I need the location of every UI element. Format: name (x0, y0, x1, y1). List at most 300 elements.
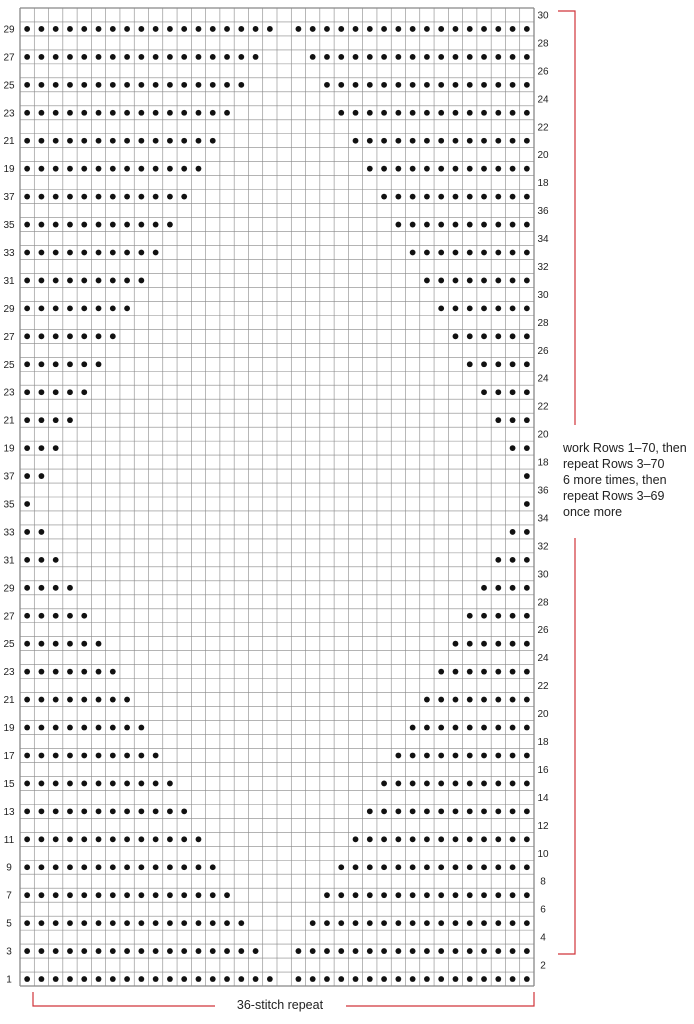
purl-dot (395, 54, 401, 60)
purl-dot (39, 305, 45, 311)
purl-dot (153, 836, 159, 842)
purl-dot (110, 669, 116, 675)
purl-dot (495, 389, 501, 395)
purl-dot (524, 250, 530, 256)
purl-dot (524, 473, 530, 479)
purl-dot (453, 26, 459, 32)
purl-dot (39, 445, 45, 451)
purl-dot (410, 26, 416, 32)
purl-dot (395, 222, 401, 228)
purl-dot (338, 892, 344, 898)
row-number-left: 9 (6, 862, 12, 874)
purl-dot (138, 54, 144, 60)
purl-dot (167, 836, 173, 842)
purl-dot (53, 250, 59, 256)
purl-dot (524, 557, 530, 563)
purl-dot (481, 278, 487, 284)
row-number-right: 20 (537, 429, 549, 441)
purl-dot (267, 976, 273, 982)
purl-dot (467, 166, 473, 172)
purl-dot (410, 781, 416, 787)
row-number-left: 37 (3, 192, 15, 204)
row-number-right: 18 (537, 737, 549, 748)
row-number-left: 25 (3, 639, 15, 651)
purl-dot (338, 864, 344, 870)
purl-dot (324, 976, 330, 982)
purl-dot (395, 920, 401, 926)
row-number-left: 33 (3, 527, 15, 539)
row-number-left: 13 (3, 806, 15, 818)
purl-dot (510, 445, 516, 451)
purl-dot (510, 920, 516, 926)
purl-dot (381, 892, 387, 898)
purl-dot (453, 669, 459, 675)
purl-dot (438, 138, 444, 144)
purl-dot (453, 333, 459, 339)
purl-dot (410, 725, 416, 731)
purl-dot (510, 808, 516, 814)
purl-dot (138, 948, 144, 954)
purl-dot (467, 753, 473, 759)
purl-dot (39, 529, 45, 535)
purl-dot (410, 110, 416, 116)
purl-dot (138, 836, 144, 842)
row-number-right: 18 (537, 178, 549, 190)
purl-dot (467, 697, 473, 703)
purl-dot (410, 976, 416, 982)
row-number-left: 27 (3, 611, 15, 623)
row-number-left: 15 (3, 778, 15, 790)
purl-dot (524, 864, 530, 870)
purl-dot (124, 808, 130, 814)
row-number-left: 31 (3, 555, 15, 567)
purl-dot (495, 557, 501, 563)
purl-dot (296, 26, 302, 32)
purl-dot (524, 82, 530, 88)
row-number-left: 33 (3, 248, 15, 259)
purl-dot (196, 166, 202, 172)
purl-dot (495, 808, 501, 814)
purl-dot (24, 305, 30, 311)
purl-dot (53, 110, 59, 116)
purl-dot (124, 948, 130, 954)
purl-dot (67, 305, 73, 311)
purl-dot (510, 166, 516, 172)
purl-dot (196, 26, 202, 32)
purl-dot (153, 166, 159, 172)
purl-dot (424, 892, 430, 898)
purl-dot (81, 26, 87, 32)
purl-dot (39, 836, 45, 842)
purl-dot (210, 110, 216, 116)
row-number-left: 21 (3, 415, 15, 427)
purl-dot (181, 976, 187, 982)
purl-dot (524, 781, 530, 787)
repeat-instruction-line: once more (563, 505, 623, 519)
purl-dot (495, 361, 501, 367)
purl-dot (238, 54, 244, 60)
purl-dot (524, 920, 530, 926)
purl-dot (410, 138, 416, 144)
purl-dot (481, 110, 487, 116)
purl-dot (153, 110, 159, 116)
purl-dot (310, 54, 316, 60)
purl-dot (467, 333, 473, 339)
purl-dot (467, 250, 473, 256)
purl-dot (138, 892, 144, 898)
purl-dot (24, 445, 30, 451)
purl-dot (367, 26, 373, 32)
purl-dot (410, 892, 416, 898)
purl-dot (96, 333, 102, 339)
purl-dot (467, 26, 473, 32)
purl-dot (81, 836, 87, 842)
purl-dot (81, 948, 87, 954)
purl-dot (338, 948, 344, 954)
purl-dot (96, 920, 102, 926)
purl-dot (196, 54, 202, 60)
purl-dot (367, 808, 373, 814)
purl-dot (510, 333, 516, 339)
purl-dot (438, 26, 444, 32)
row-number-left: 19 (3, 443, 15, 455)
purl-dot (53, 361, 59, 367)
purl-dot (395, 948, 401, 954)
purl-dot (153, 82, 159, 88)
purl-dot (510, 26, 516, 32)
repeat-instructions (563, 440, 694, 520)
purl-dot (367, 864, 373, 870)
purl-dot (495, 976, 501, 982)
purl-dot (481, 781, 487, 787)
purl-dot (310, 920, 316, 926)
purl-dot (467, 361, 473, 367)
purl-dot (253, 976, 259, 982)
purl-dot (96, 82, 102, 88)
purl-dot (453, 250, 459, 256)
purl-dot (124, 836, 130, 842)
purl-dot (395, 864, 401, 870)
purl-dot (110, 333, 116, 339)
purl-dot (467, 808, 473, 814)
purl-dot (381, 808, 387, 814)
purl-dot (81, 976, 87, 982)
purl-dot (110, 26, 116, 32)
purl-dot (67, 417, 73, 423)
purl-dot (481, 808, 487, 814)
purl-dot (210, 26, 216, 32)
purl-dot (438, 222, 444, 228)
purl-dot (410, 836, 416, 842)
purl-dot (24, 194, 30, 200)
purl-dot (39, 166, 45, 172)
purl-dot (238, 82, 244, 88)
purl-dot (96, 753, 102, 759)
purl-dot (296, 948, 302, 954)
purl-dot (181, 82, 187, 88)
purl-dot (53, 753, 59, 759)
purl-dot (124, 976, 130, 982)
purl-dot (167, 82, 173, 88)
row-number-right: 14 (537, 792, 549, 804)
purl-dot (53, 417, 59, 423)
purl-dot (338, 54, 344, 60)
purl-dot (495, 222, 501, 228)
purl-dot (395, 110, 401, 116)
purl-dot (467, 892, 473, 898)
purl-dot (353, 82, 359, 88)
purl-dot (481, 26, 487, 32)
row-number-right: 2 (540, 960, 546, 972)
purl-dot (338, 82, 344, 88)
purl-dot (181, 54, 187, 60)
purl-dot (124, 920, 130, 926)
purl-dot (467, 82, 473, 88)
purl-dot (438, 836, 444, 842)
purl-dot (67, 753, 73, 759)
purl-dot (81, 389, 87, 395)
purl-dot (96, 808, 102, 814)
purl-dot (53, 864, 59, 870)
purl-dot (424, 138, 430, 144)
purl-dot (153, 250, 159, 256)
purl-dot (138, 976, 144, 982)
purl-dot (167, 781, 173, 787)
purl-dot (53, 445, 59, 451)
row-number-right: 36 (537, 485, 549, 497)
purl-dot (81, 753, 87, 759)
purl-dot (224, 26, 230, 32)
row-number-left: 7 (6, 890, 12, 902)
purl-dot (39, 417, 45, 423)
purl-dot (110, 166, 116, 172)
purl-dot (138, 166, 144, 172)
purl-dot (24, 585, 30, 591)
purl-dot (510, 781, 516, 787)
purl-dot (381, 781, 387, 787)
purl-dot (124, 697, 130, 703)
purl-dot (124, 864, 130, 870)
row-number-right: 30 (537, 10, 549, 22)
purl-dot (110, 305, 116, 311)
purl-dot (81, 138, 87, 144)
purl-dot (453, 222, 459, 228)
purl-dot (196, 138, 202, 144)
purl-dot (353, 864, 359, 870)
row-number-left: 29 (3, 303, 15, 315)
purl-dot (153, 194, 159, 200)
purl-dot (210, 892, 216, 898)
purl-dot (467, 781, 473, 787)
purl-dot (24, 557, 30, 563)
purl-dot (81, 781, 87, 787)
purl-dot (495, 26, 501, 32)
purl-dot (110, 948, 116, 954)
purl-dot (510, 725, 516, 731)
purl-dot (39, 361, 45, 367)
purl-dot (467, 920, 473, 926)
row-number-left: 27 (3, 52, 15, 64)
purl-dot (153, 138, 159, 144)
purl-dot (438, 864, 444, 870)
purl-dot (524, 808, 530, 814)
row-number-right: 30 (537, 289, 549, 301)
purl-dot (510, 138, 516, 144)
purl-dot (181, 194, 187, 200)
purl-dot (124, 166, 130, 172)
row-number-right: 26 (537, 345, 549, 357)
purl-dot (367, 82, 373, 88)
purl-dot (381, 948, 387, 954)
purl-dot (96, 641, 102, 647)
purl-dot (181, 892, 187, 898)
purl-dot (410, 864, 416, 870)
purl-dot (24, 697, 30, 703)
purl-dot (96, 948, 102, 954)
purl-dot (39, 781, 45, 787)
purl-dot (210, 138, 216, 144)
purl-dot (224, 110, 230, 116)
purl-dot (124, 250, 130, 256)
purl-dot (481, 250, 487, 256)
purl-dot (395, 138, 401, 144)
purl-dot (481, 864, 487, 870)
purl-dot (481, 54, 487, 60)
purl-dot (224, 82, 230, 88)
purl-dot (53, 194, 59, 200)
purl-dot (39, 222, 45, 228)
purl-dot (324, 54, 330, 60)
purl-dot (495, 864, 501, 870)
purl-dot (367, 948, 373, 954)
purl-dot (324, 892, 330, 898)
purl-dot (196, 82, 202, 88)
purl-dot (424, 26, 430, 32)
purl-dot (96, 361, 102, 367)
purl-dot (39, 669, 45, 675)
purl-dot (81, 278, 87, 284)
purl-dot (438, 920, 444, 926)
purl-dot (453, 920, 459, 926)
purl-dot (67, 278, 73, 284)
purl-dot (481, 976, 487, 982)
purl-dot (167, 26, 173, 32)
row-number-left: 29 (3, 583, 15, 595)
purl-dot (153, 808, 159, 814)
purl-dot (110, 194, 116, 200)
purl-dot (324, 920, 330, 926)
purl-dot (67, 54, 73, 60)
purl-dot (467, 194, 473, 200)
purl-dot (524, 585, 530, 591)
purl-dot (110, 808, 116, 814)
purl-dot (53, 641, 59, 647)
purl-dot (67, 808, 73, 814)
purl-dot (510, 361, 516, 367)
row-number-left: 11 (3, 834, 15, 846)
purl-dot (495, 920, 501, 926)
purl-dot (24, 836, 30, 842)
purl-dot (110, 753, 116, 759)
purl-dot (110, 892, 116, 898)
purl-dot (510, 54, 516, 60)
purl-dot (24, 808, 30, 814)
purl-dot (67, 697, 73, 703)
purl-dot (96, 110, 102, 116)
purl-dot (210, 976, 216, 982)
purl-dot (395, 166, 401, 172)
purl-dot (510, 892, 516, 898)
purl-dot (424, 194, 430, 200)
purl-dot (510, 222, 516, 228)
purl-dot (53, 557, 59, 563)
purl-dot (438, 697, 444, 703)
purl-dot (110, 222, 116, 228)
purl-dot (39, 920, 45, 926)
purl-dot (467, 641, 473, 647)
purl-dot (110, 138, 116, 144)
purl-dot (124, 725, 130, 731)
purl-dot (81, 725, 87, 731)
repeat-instruction-line: 6 more times, then (563, 473, 667, 487)
purl-dot (467, 613, 473, 619)
purl-dot (196, 920, 202, 926)
purl-dot (96, 836, 102, 842)
row-number-right: 16 (537, 764, 549, 776)
purl-dot (353, 948, 359, 954)
purl-dot (353, 54, 359, 60)
purl-dot (167, 194, 173, 200)
row-number-left: 19 (3, 164, 15, 176)
row-number-left: 21 (3, 695, 15, 707)
purl-dot (24, 976, 30, 982)
purl-dot (67, 194, 73, 200)
repeat-instruction-line: repeat Rows 3–70 (563, 457, 665, 471)
purl-dot (110, 54, 116, 60)
purl-dot (153, 222, 159, 228)
purl-dot (495, 781, 501, 787)
purl-dot (138, 82, 144, 88)
purl-dot (524, 278, 530, 284)
stitch-repeat-label: 36-stitch repeat (236, 998, 324, 1012)
purl-dot (453, 836, 459, 842)
purl-dot (424, 836, 430, 842)
purl-dot (110, 864, 116, 870)
purl-dot (153, 976, 159, 982)
purl-dot (438, 725, 444, 731)
purl-dot (467, 110, 473, 116)
purl-dot (381, 166, 387, 172)
purl-dot (138, 26, 144, 32)
purl-dot (81, 194, 87, 200)
purl-dot (24, 389, 30, 395)
purl-dot (24, 138, 30, 144)
row-number-right: 22 (537, 681, 549, 693)
purl-dot (39, 473, 45, 479)
purl-dot (167, 54, 173, 60)
purl-dot (67, 389, 73, 395)
purl-dot (381, 26, 387, 32)
purl-dot (181, 920, 187, 926)
purl-dot (53, 613, 59, 619)
purl-dot (510, 194, 516, 200)
row-number-right: 24 (537, 94, 549, 106)
purl-dot (481, 138, 487, 144)
purl-dot (67, 725, 73, 731)
purl-dot (510, 389, 516, 395)
purl-dot (124, 781, 130, 787)
purl-dot (224, 892, 230, 898)
